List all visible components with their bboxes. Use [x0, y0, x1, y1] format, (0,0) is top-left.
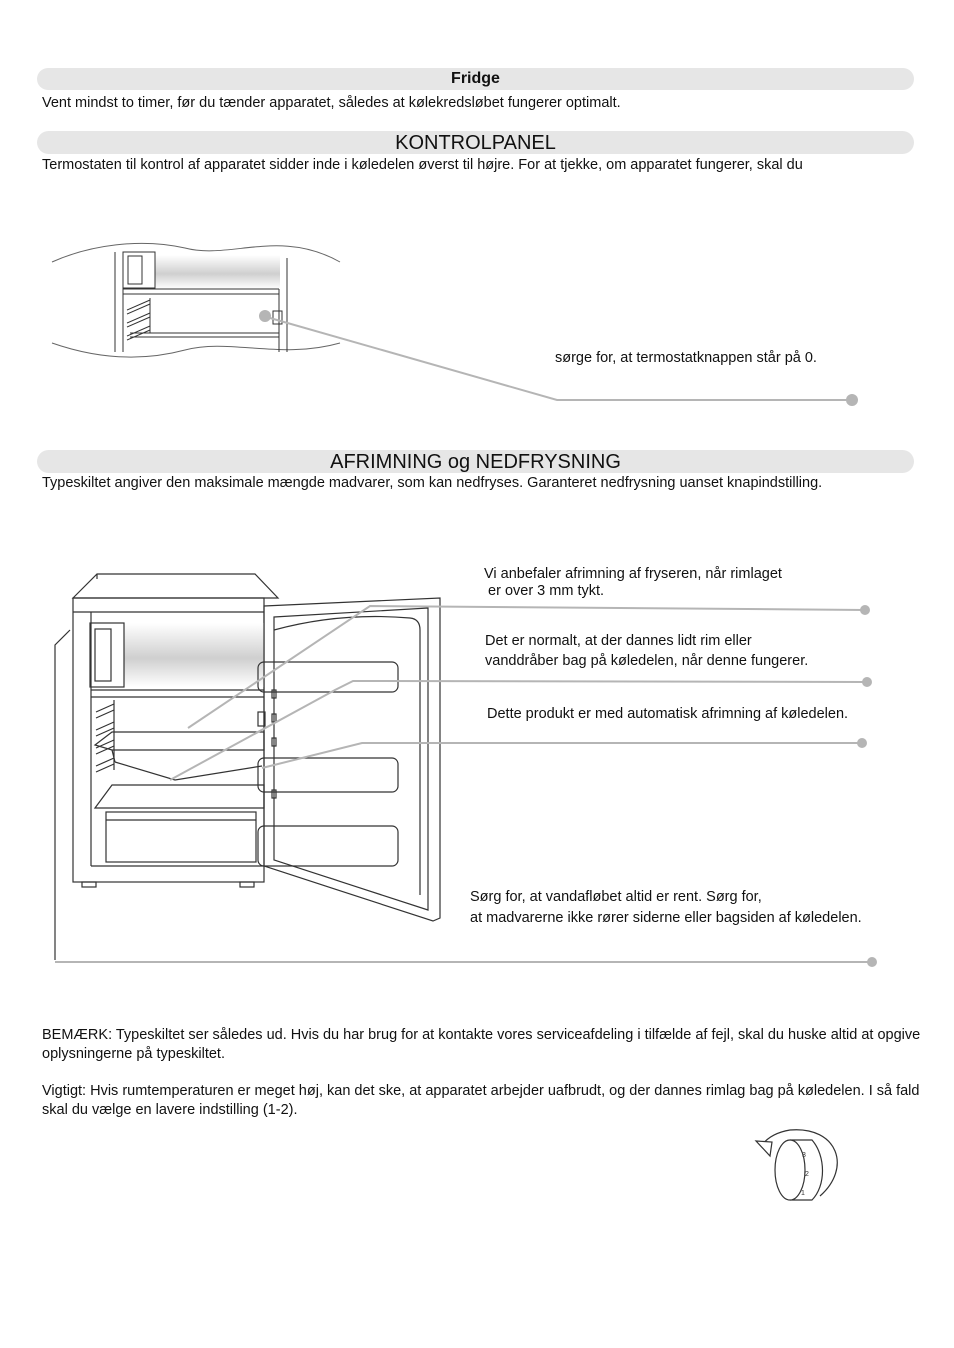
afrimning-text: Typeskiltet angiver den maksimale mængde madvarer, som kan nedfryses. Garanteret nedfrysning uanset knapindstilling.: [42, 475, 823, 491]
kontrolpanel-text: Termostaten til kontrol af apparatet sidder inde i køledelen øverst til højre. For at tjekke, om apparatet fungerer, skal du: [42, 157, 803, 173]
callout-line: er over 3 mm tykt.: [484, 583, 605, 599]
callout-line: vanddråber bag på køledelen, når denne fungerer.: [485, 653, 809, 669]
note-bemaerk: BEMÆRK: Typeskiltet ser således ud. Hvis du har brug for at kontakte vores serviceafdeling i tilfælde af fejl, skal du huske altid at opgive oplysningerne på typeskiltet.: [42, 1027, 921, 1062]
callout-line: Dette produkt er med automatisk afrimning af køledelen.: [487, 706, 849, 722]
callout-line: Det er normalt, at der dannes lidt rim eller: [485, 633, 752, 649]
leader-line: [270, 318, 852, 400]
leader-dot: [846, 394, 858, 406]
dial-mark: 1: [801, 1190, 805, 1197]
thermostat-dial-icon: [756, 1130, 837, 1200]
section-header-fridge: Fridge: [37, 68, 914, 90]
section-header-afrimning: AFRIMNING og NEDFRYSNING: [37, 450, 914, 473]
section-header-kontrolpanel: KONTROLPANEL: [37, 131, 914, 154]
fridge-text: Vent mindst to timer, før du tænder apparatet, således at kølekredsløbet fungerer optimalt.: [42, 95, 621, 111]
thermostat-detail-sketch: [52, 243, 340, 357]
note-vigtigt: Vigtigt: Hvis rumtemperaturen er meget høj, kan det ske, at apparatet arbejder uafbrudt, og der dannes rimlag bag på køledelen. I så fald skal du vælge en lavere indstilling (1-2).: [42, 1083, 920, 1118]
thermostat-callout: sørge for, at termostatknappen står på 0.: [555, 350, 817, 366]
fridge-drawing: [55, 574, 440, 960]
dial-mark: 3: [802, 1152, 806, 1159]
callout-line: Sørg for, at vandafløbet altid er rent. Sørg for,: [470, 889, 762, 905]
callout-line: Vi anbefaler afrimning af fryseren, når rimlaget: [484, 566, 782, 582]
leader-dot: [259, 310, 271, 322]
callout-line: at madvarerne ikke rører siderne eller bagsiden af køledelen.: [470, 910, 862, 926]
dial-mark: 2: [805, 1171, 809, 1178]
